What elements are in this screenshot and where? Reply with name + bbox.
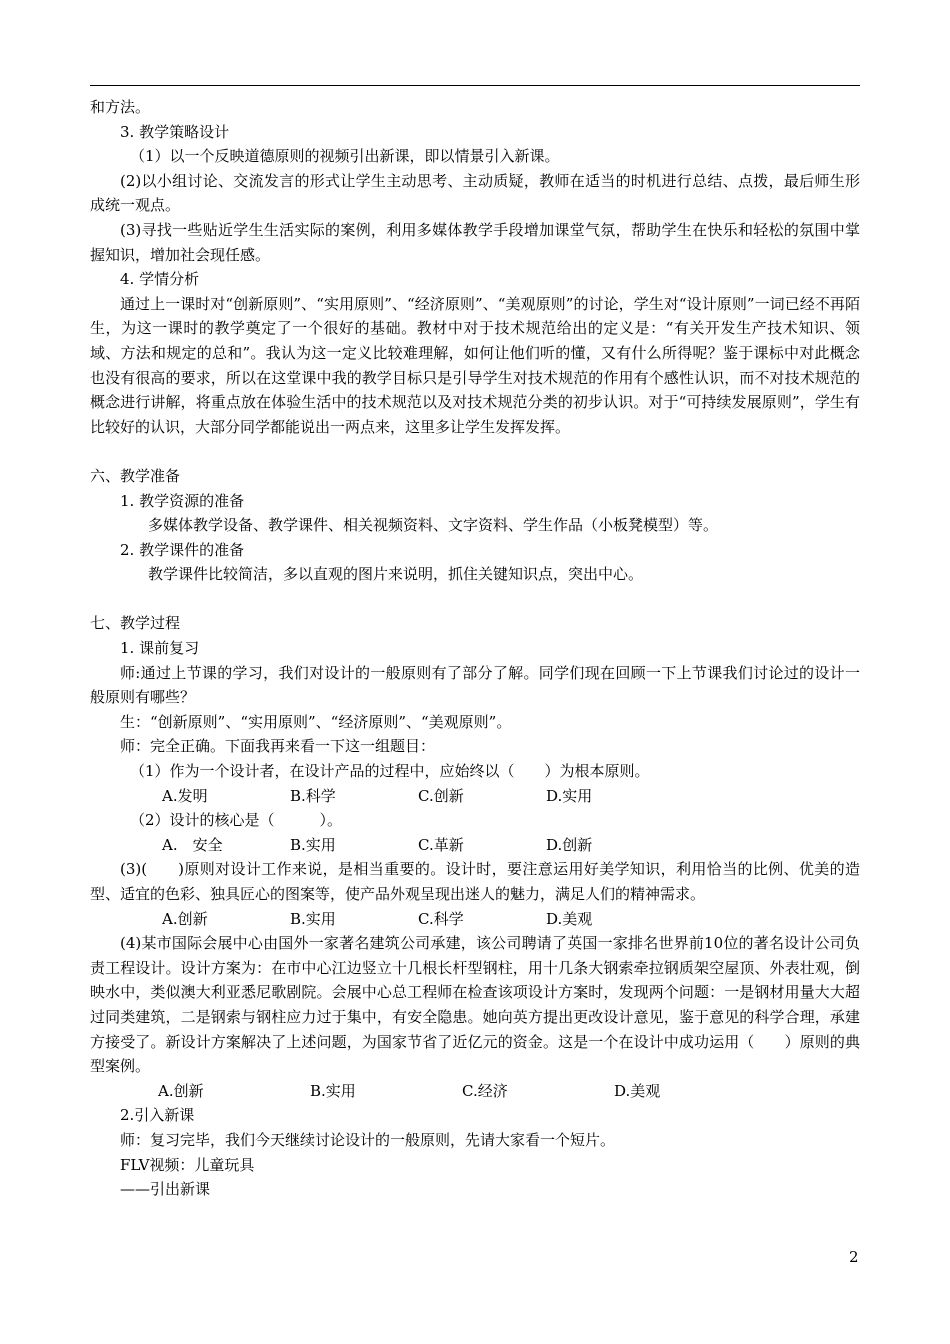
text-line: 和方法。 (90, 98, 151, 116)
paragraph: ——引出新课 (120, 1180, 211, 1199)
section-heading: 3. 教学策略设计 (120, 122, 230, 141)
option: D.实用 (546, 786, 593, 805)
option: D.美观 (546, 909, 593, 928)
question-options (90, 784, 860, 809)
option: B.实用 (290, 835, 336, 854)
paragraph: FLV视频：儿童玩具 (120, 1155, 255, 1174)
option: C.创新 (418, 786, 464, 805)
option: A.发明 (162, 786, 208, 805)
paragraph: (3)寻找一些贴近学生生活实际的案例，利用多媒体教学手段增加课堂气氛，帮助学生在快乐和轻松的氛围中掌握知识，增加社会现任感。 (90, 220, 860, 264)
option: B.实用 (290, 909, 336, 928)
option: C.革新 (418, 835, 464, 854)
option: D.美观 (614, 1081, 661, 1100)
paragraph: 教学课件比较简洁，多以直观的图片来说明，抓住关键知识点，突出中心。 (148, 565, 644, 584)
document-body (90, 95, 860, 1202)
option: C.科学 (418, 909, 464, 928)
paragraph: 师：复习完毕，我们今天继续讨论设计的一般原则，先请大家看一个短片。 (120, 1130, 616, 1149)
subsection-heading: 2.引入新课 (120, 1106, 195, 1125)
question-options (90, 833, 860, 858)
question: （2）设计的核心是（ ）。 (130, 811, 343, 830)
section-heading: 六、教学准备 (90, 466, 181, 485)
paragraph: 生：“创新原则”、“实用原则”、“经济原则”、“美观原则”。 (120, 712, 512, 731)
question-options (90, 907, 860, 932)
option: A. 安全 (162, 835, 223, 854)
paragraph: 师:通过上节课的学习，我们对设计的一般原则有了部分了解。同学们现在回顾一下上节课我们讨论过的设计一般原则有哪些？ (90, 663, 860, 707)
option: C.经济 (462, 1081, 508, 1100)
subsection-heading: 1. 教学资源的准备 (120, 491, 245, 510)
header-rule (90, 85, 860, 86)
section-heading: 七、教学过程 (90, 614, 181, 633)
paragraph: 通过上一课时对“创新原则”、“实用原则”、“经济原则”、“美观原则”的讨论，学生对“设计原则”一词已经不再陌生，为这一课时的教学奠定了一个很好的基础。教材中对于技术规范给出的定义是：“有关开发生产技术知识、领域、方法和规定的总和”。我认为这一定义比较难理解，如何让他们听的懂，又有什么所得呢？鉴于课标中对此概念也没有很高的要求，所以在这堂课中我的教学目标只是引导学生对技术规范的作用有个感性认识，而不对技术规范的概念进行讲解，将重点放在体验生活中的技术规范以及对技术规范分类的初步认识。对于“可持续发展原则”，学生有比较好的认识，大部分同学都能说出一两点来，这里多让学生发挥发挥。 (90, 294, 860, 436)
question: (4)某市国际会展中心由国外一家著名建筑公司承建，该公司聘请了英国一家排名世界前10位的著名设计公司负责工程设计。设计方案为：在市中心江边竖立十几根长杆型钢柱，用十几条大钢索牵拉钢质架空屋顶、外表壮观，倒映水中，类似澳大利亚悉尼歌剧院。会展中心总工程师在检查该项设计方案时，发现两个问题：一是钢材用量大大超过同类建筑，二是钢索与钢柱应力过于集中，有安全隐患。她向英方提出更改设计意见，鉴于意见的科学合理，承建方接受了。新设计方案解决了上述问题，为国家节省了近亿元的资金。这是一个在设计中成功运用（ ）原则的典型案例。 (90, 934, 860, 1076)
paragraph: 多媒体教学设备、教学课件、相关视频资料、文字资料、学生作品（小板凳模型）等。 (148, 516, 719, 535)
paragraph: (2)以小组讨论、交流发言的形式让学生主动思考、主动质疑，教师在适当的时机进行总结、点拨，最后师生形成统一观点。 (90, 171, 860, 215)
paragraph: 师：完全正确。下面我再来看一下这一组题目： (120, 737, 436, 756)
option: D.创新 (546, 835, 593, 854)
subsection-heading: 2. 教学课件的准备 (120, 540, 245, 559)
option: B.科学 (290, 786, 336, 805)
page-number: 2 (849, 1248, 859, 1266)
option: A.创新 (162, 909, 208, 928)
section-heading: 4. 学情分析 (120, 270, 200, 289)
question: （1）作为一个设计者，在设计产品的过程中，应始终以（ ）为根本原则。 (130, 762, 650, 781)
option: B.实用 (310, 1081, 356, 1100)
paragraph: （1）以一个反映道德原则的视频引出新课，即以情景引入新课。 (130, 147, 560, 166)
question-options (90, 1079, 860, 1104)
subsection-heading: 1. 课前复习 (120, 639, 200, 658)
question: (3)( )原则对设计工作来说，是相当重要的。设计时，要注意运用好美学知识，利用恰当的比例、优美的造型、适宜的色彩、独具匠心的图案等，使产品外观呈现出迷人的魅力，满足人们的精神需求。 (90, 860, 860, 903)
option: A.创新 (158, 1081, 204, 1100)
